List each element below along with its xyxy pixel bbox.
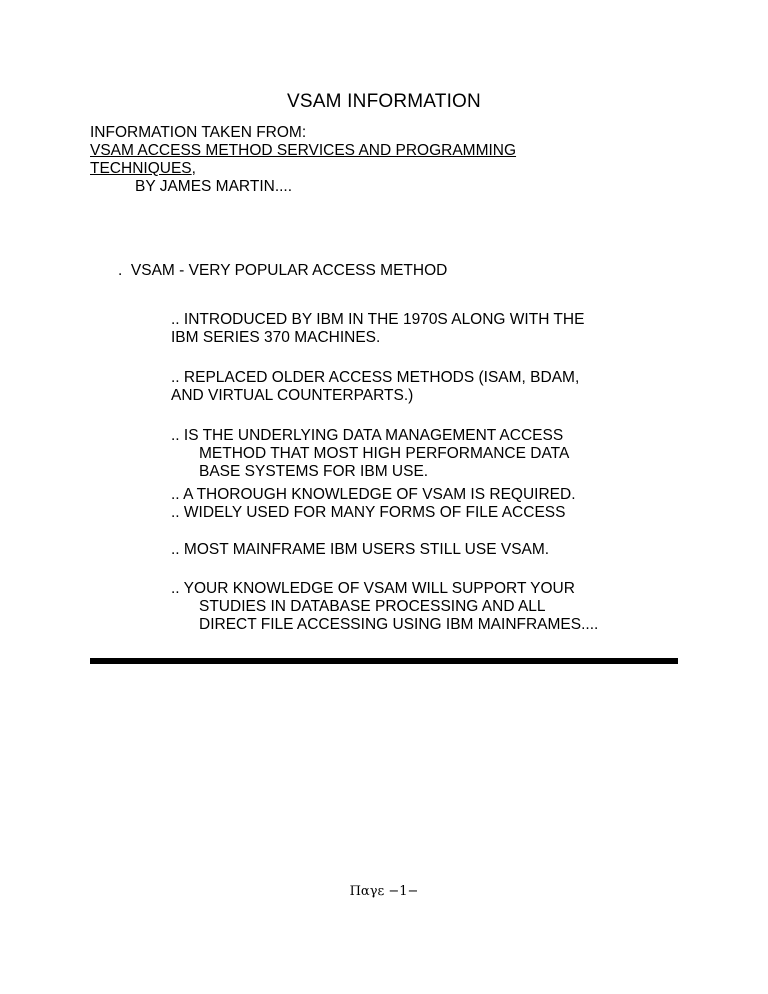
sub-point — [171, 311, 671, 347]
source-book-title-line2: TECHNIQUES — [90, 160, 192, 177]
main-point: . VSAM - VERY POPULAR ACCESS METHOD — [118, 262, 448, 279]
sub-point-line: .. IS THE UNDERLYING DATA MANAGEMENT ACCESS — [171, 427, 564, 444]
sub-point — [171, 486, 671, 522]
source-book-title-line2-wrap — [90, 160, 680, 178]
source-intro: INFORMATION TAKEN FROM: — [90, 124, 307, 141]
sub-point — [171, 541, 671, 559]
horizontal-rule — [90, 658, 678, 664]
sub-point — [171, 369, 671, 405]
sub-point-line: AND VIRTUAL COUNTERPARTS.) — [171, 387, 414, 404]
sub-point — [171, 427, 671, 481]
sub-point-line: .. WIDELY USED FOR MANY FORMS OF FILE ACCESS — [171, 504, 566, 521]
sub-point-line: METHOD THAT MOST HIGH PERFORMANCE DATA — [199, 445, 570, 462]
page-footer: Παγε −1− — [349, 884, 419, 899]
sub-point-line: DIRECT FILE ACCESSING USING IBM MAINFRAMES.... — [199, 616, 599, 633]
sub-point-line: .. MOST MAINFRAME IBM USERS STILL USE VSAM. — [171, 541, 550, 558]
sub-point-line: IBM SERIES 370 MACHINES. — [171, 329, 381, 346]
sub-point-line: .. REPLACED OLDER ACCESS METHODS (ISAM, BDAM, — [171, 369, 580, 386]
page-title: VSAM INFORMATION — [287, 91, 481, 112]
source-citation — [90, 124, 680, 196]
sub-point-line: BASE SYSTEMS FOR IBM USE. — [199, 463, 429, 480]
source-book-comma: , — [191, 160, 196, 177]
sub-point-line: .. A THOROUGH KNOWLEDGE OF VSAM IS REQUIRED. — [171, 486, 576, 503]
sub-point-line: .. INTRODUCED BY IBM IN THE 1970S ALONG WITH THE — [171, 311, 585, 328]
sub-point-line: .. YOUR KNOWLEDGE OF VSAM WILL SUPPORT YOUR — [171, 580, 575, 597]
source-book-title-line1: VSAM ACCESS METHOD SERVICES AND PROGRAMMING — [90, 142, 517, 159]
source-author: BY JAMES MARTIN.... — [135, 178, 293, 195]
sub-point-line: STUDIES IN DATABASE PROCESSING AND ALL — [199, 598, 546, 615]
sub-point — [171, 580, 671, 634]
